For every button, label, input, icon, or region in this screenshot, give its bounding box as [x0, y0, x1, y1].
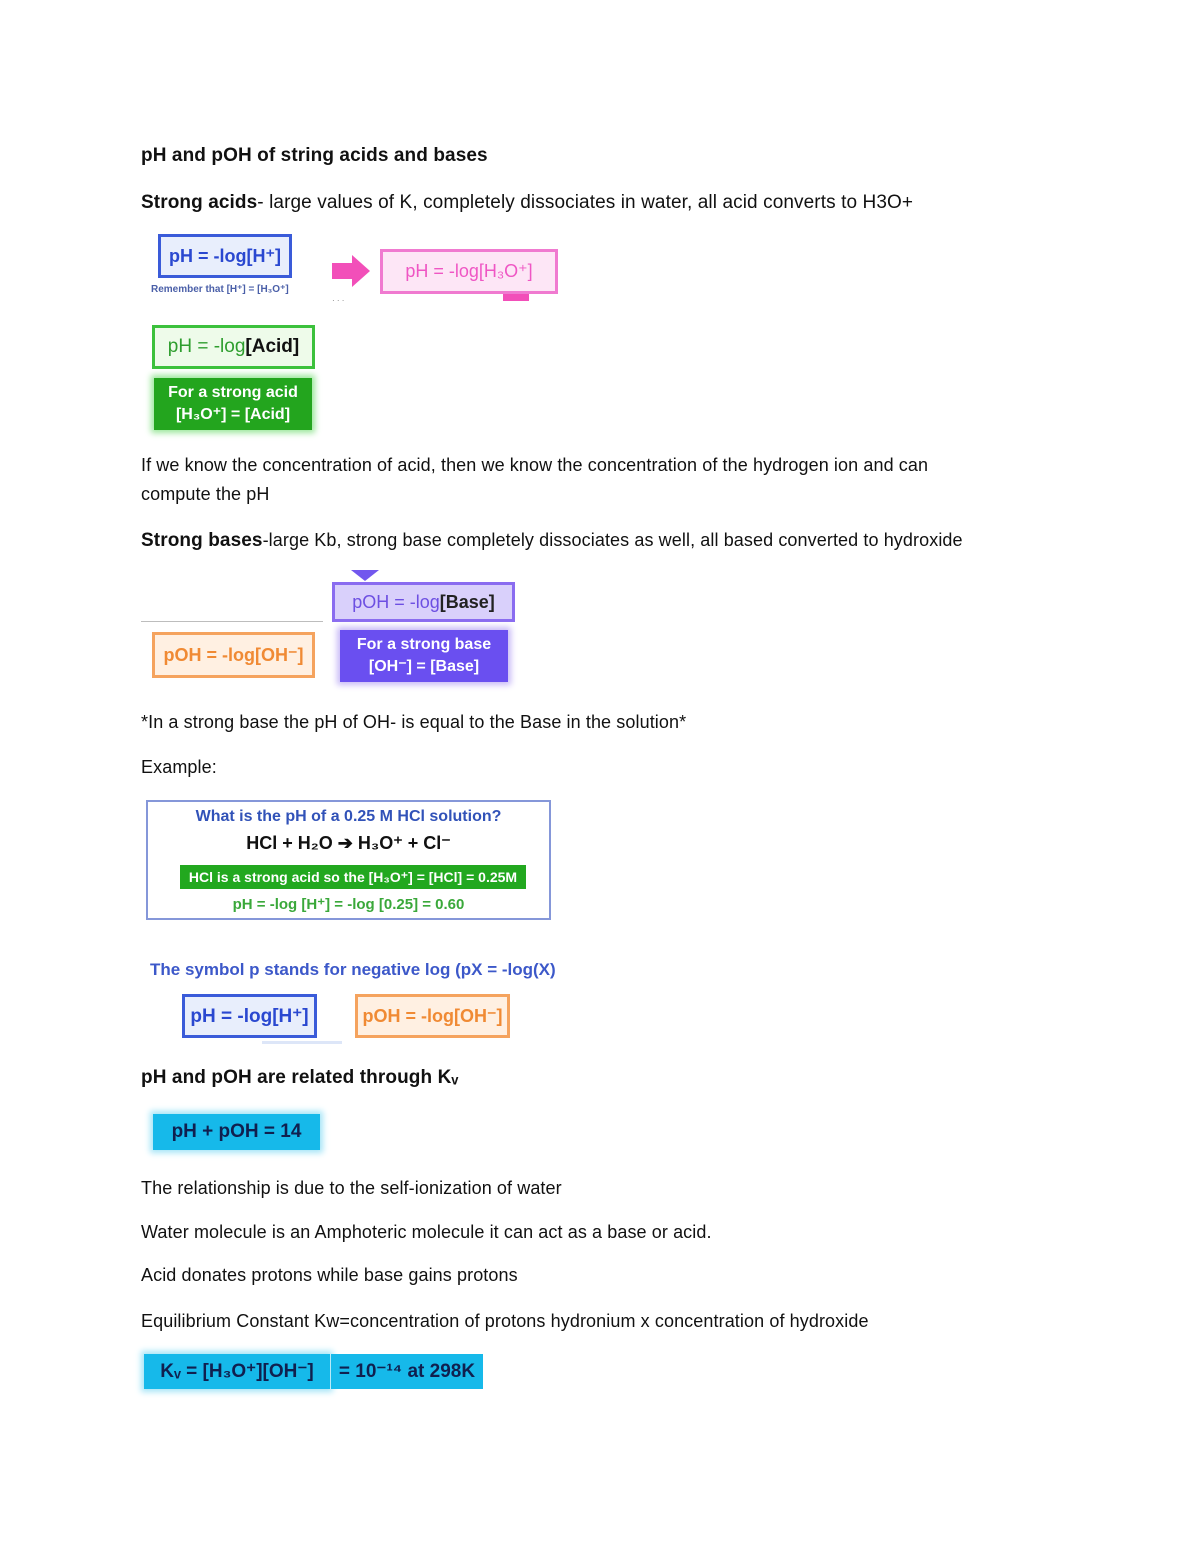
- strong-acid-box: [154, 378, 312, 430]
- example-box: [146, 800, 551, 920]
- example-statement: HCl is a strong acid so the [H₃O⁺] = [HCl] = 0.25M: [180, 865, 526, 889]
- kw-line-1: The relationship is due to the self-ionization of water: [141, 1178, 562, 1198]
- acid-explanation-1: If we know the concentration of acid, then we know the concentration of the hydrogen ion and can: [141, 455, 929, 475]
- acids-line: [141, 192, 913, 214]
- strong-base-box: [340, 630, 508, 682]
- poh-base-box: [332, 582, 515, 622]
- acid-explanation-2: compute the pH: [141, 484, 270, 504]
- example-reaction: HCl + H₂O ➔ H₃O⁺ + Cl⁻: [246, 833, 451, 853]
- triangle-down-icon: [351, 570, 379, 582]
- kw-formula-left: Kᵥ = [H₃O⁺][OH⁻]: [144, 1354, 330, 1389]
- strong-acid-line2: [H₃O⁺] = [Acid]: [175, 406, 291, 423]
- kw-line-2: Water molecule is an Amphoteric molecule it can act as a base or acid.: [141, 1222, 712, 1242]
- acids-label: Strong acids: [141, 192, 258, 213]
- acids-text: - large values of K, completely dissociates in water, all acid converts to H3O+: [257, 192, 914, 213]
- pink-tab: [503, 294, 529, 301]
- poh-base-prefix: pOH = -log: [352, 591, 440, 612]
- kw-formula-right: = 10⁻¹⁴ at 298K: [331, 1354, 483, 1389]
- ph-acid-box: [152, 325, 315, 369]
- strong-acid-line1: For a strong acid: [168, 384, 298, 401]
- kw-heading: pH and pOH are related through Kᵥ: [141, 1067, 459, 1088]
- kw-line-4: Equilibrium Constant Kw=concentration of protons hydronium x concentration of hydroxide: [141, 1311, 869, 1331]
- poh-base-suffix: [Base]: [439, 591, 495, 612]
- ph-acid-prefix: pH = -log: [167, 336, 246, 357]
- symbol-ph-box: pH = -log[H⁺]: [182, 994, 317, 1038]
- ph-h3o-box: pH = -log[H₃O⁺]: [380, 249, 558, 294]
- remember-note: Remember that [H⁺] = [H₃O⁺]: [151, 284, 289, 295]
- page-title: pH and pOH of string acids and bases: [141, 145, 488, 166]
- bases-text: -large Kb, strong base completely dissociates as well, all based converted to hydroxide: [262, 530, 963, 550]
- kw-line-3: Acid donates protons while base gains protons: [141, 1265, 518, 1285]
- symbol-poh-box: pOH = -log[OH⁻]: [355, 994, 510, 1038]
- arrow-right-icon: [330, 254, 372, 288]
- symbol-caption: The symbol p stands for negative log (pX = -log(X): [150, 960, 556, 979]
- ph-acid-suffix: [Acid]: [245, 336, 300, 357]
- base-note: *In a strong base the pH of OH- is equal to the Base in the solution*: [141, 712, 687, 732]
- strong-base-line1: For a strong base: [356, 636, 492, 653]
- ph-formula-box: pH = -log[H⁺]: [158, 234, 292, 278]
- symbol-underline: [262, 1041, 342, 1044]
- poh-oh-box: pOH = -log[OH⁻]: [152, 632, 315, 678]
- bases-line: [141, 529, 963, 552]
- example-label: Example:: [141, 757, 217, 777]
- example-result: pH = -log [H⁺] = -log [0.25] = 0.60: [232, 896, 465, 913]
- bases-label: Strong bases: [141, 530, 263, 551]
- example-question: What is the pH of a 0.25 M HCl solution?: [195, 808, 502, 825]
- ph-poh-sum-box: pH + pOH = 14: [153, 1114, 320, 1150]
- strong-base-line2: [OH⁻] = [Base]: [368, 658, 480, 675]
- separator-line: [141, 621, 323, 622]
- arrow-dots: · · ·: [332, 296, 345, 305]
